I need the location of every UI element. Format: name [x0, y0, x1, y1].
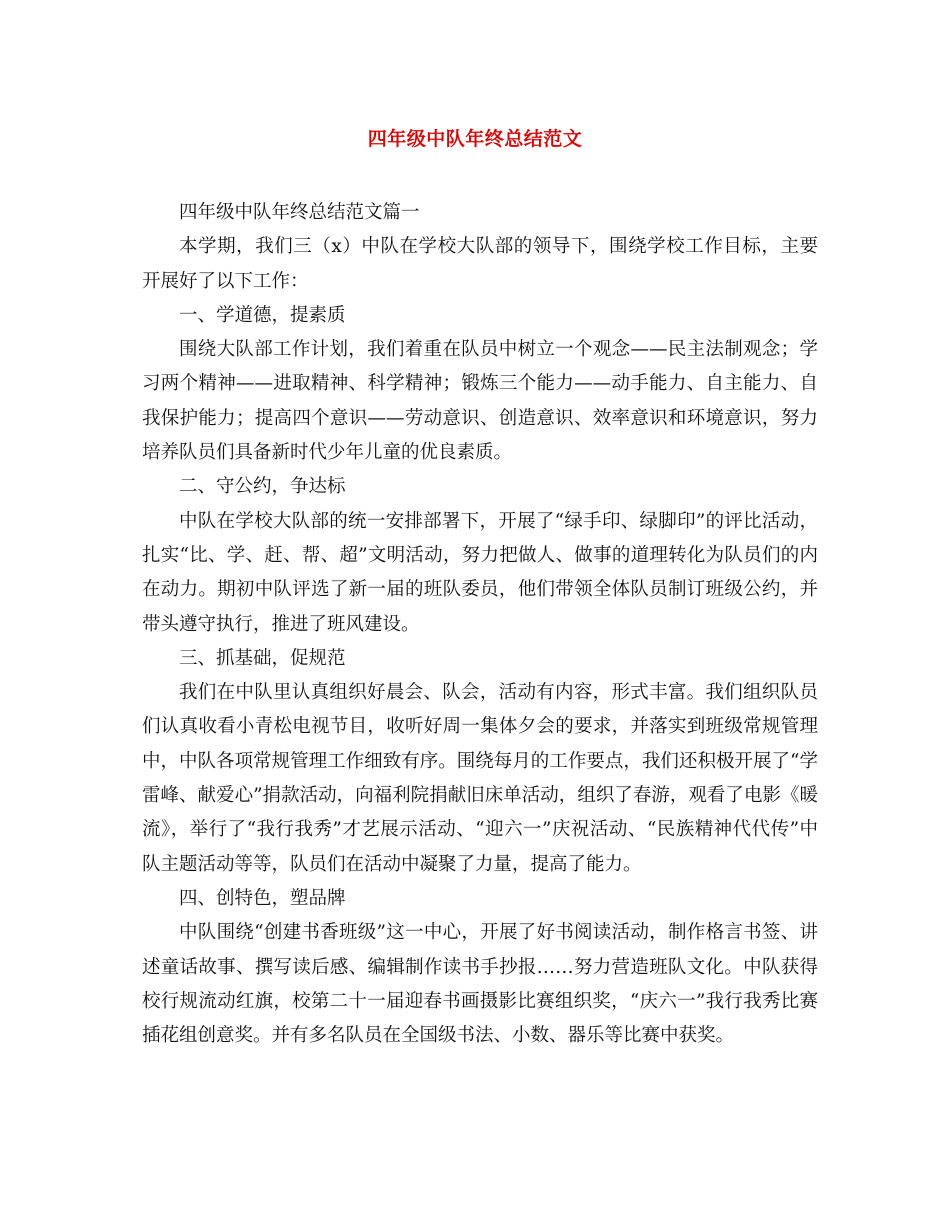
section-heading: 一、学道德，提素质 — [179, 304, 346, 326]
document-title: 四年级中队年终总结范文 — [367, 128, 583, 150]
paragraph: 中队在学校大队部的统一安排部署下，开展了“绿手印、绿脚印”的评比活动，扎实“比、学、赶、帮、超”文明活动，努力把做人、做事的道理转化为队员们的内在动力。期初中队评选了新一届的班队委员，他们带领全体队员制订班级公约，并带头遵守执行，推进了班风建设。 — [142, 510, 818, 635]
paragraph: 围绕大队部工作计划，我们着重在队员中树立一个观念——民主法制观念；学习两个精神——进取精神、科学精神；锻炼三个能力——动手能力、自主能力、自我保护能力；提高四个意识——劳动意识、创造意识、效率意识和环境意识，努力培养队员们具备新时代少年儿童的优良素质。 — [142, 339, 818, 464]
section-heading: 三、抓基础，促规范 — [179, 647, 346, 669]
paragraph: 中队围绕“创建书香班级”这一中心，开展了好书阅读活动，制作格言书签、讲述童话故事、撰写读后感、编辑制作读书手抄报……努力营造班队文化。中队获得校行规流动红旗，校第二十一届迎春书画摄影比赛组织奖，“庆六一”我行我秀比赛插花组创意奖。并有多名队员在全国级书法、小数、器乐等比赛中获奖。 — [142, 922, 818, 1047]
paragraph: 我们在中队里认真组织好晨会、队会，活动有内容，形式丰富。我们组织队员们认真收看小青松电视节目，收听好周一集体夕会的要求，并落实到班级常规管理中，中队各项常规管理工作细致有序。围绕每月的工作要点，我们还积极开展了“学雷峰、献爱心”捐款活动，向福利院捐献旧床单活动，组织了春游，观看了电影《暖流》，举行了“我行我秀”才艺展示活动、“迎六一”庆祝活动、“民族精神代代传”中队主题活动等等，队员们在活动中凝聚了力量，提高了能力。 — [142, 682, 818, 875]
section-heading: 四年级中队年终总结范文篇一 — [179, 202, 420, 223]
section-heading: 四、创特色，塑品牌 — [179, 887, 346, 909]
section-heading: 二、守公约，争达标 — [179, 476, 346, 498]
document-body — [142, 196, 818, 1053]
paragraph: 本学期，我们三（x）中队在学校大队部的领导下，围绕学校工作目标，主要开展好了以下工作： — [142, 236, 818, 292]
